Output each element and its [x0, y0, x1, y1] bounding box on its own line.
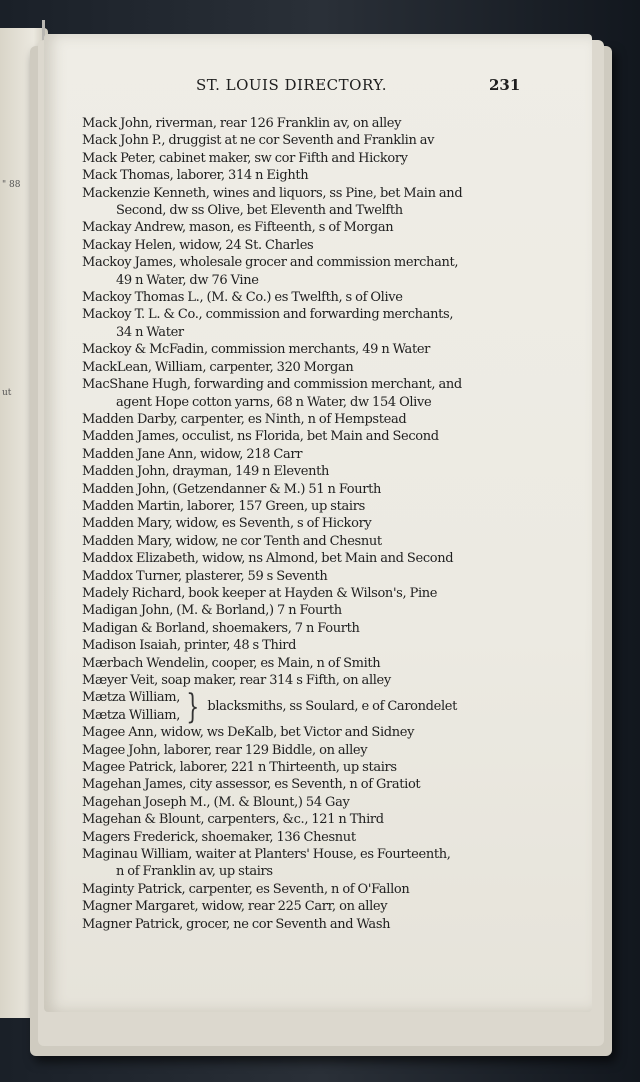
directory-entry — [82, 602, 522, 619]
directory-entry — [82, 498, 522, 515]
entry-line: Mackenzie Kenneth, wines and liquors, ss Pine, bet Main and — [82, 185, 463, 201]
entry-line: Mackoy & McFadin, commission merchants, 49 n Water — [82, 342, 431, 358]
directory-entry — [82, 742, 522, 759]
directory-entry — [82, 289, 522, 306]
entry-continuation: 49 n Water, dw 76 Vine — [116, 272, 259, 288]
directory-entry — [82, 150, 522, 167]
directory-entry — [82, 463, 522, 480]
entry-line: Madigan & Borland, shoemakers, 7 n Fourth — [82, 620, 360, 636]
entry-line: Magehan & Blount, carpenters, &c., 121 n Third — [82, 812, 384, 828]
entry-line: Maddox Turner, plasterer, 59 s Seventh — [82, 568, 328, 584]
directory-entry — [82, 185, 522, 220]
entry-line: Madison Isaiah, printer, 48 s Third — [82, 638, 297, 654]
directory-entry — [82, 550, 522, 567]
entry-line: Magner Margaret, widow, rear 225 Carr, on alley — [82, 899, 388, 915]
directory-entry — [82, 533, 522, 550]
directory-entry — [82, 515, 522, 532]
entry-line: Magehan Joseph M., (M. & Blount,) 54 Gay — [82, 794, 350, 810]
entry-line: MacShane Hugh, forwarding and commission merchant, and — [82, 377, 462, 393]
entry-line: Mæyer Veit, soap maker, rear 314 s Fifth, on alley — [82, 673, 391, 688]
entry-line: Mack John P., druggist at ne cor Seventh and Franklin av — [82, 133, 435, 149]
directory-entry — [82, 759, 522, 776]
directory-entry — [82, 132, 522, 149]
entry-line: Magee John, laborer, rear 129 Biddle, on alley — [82, 742, 368, 758]
entry-line: Madden Darby, carpenter, es Ninth, n of Hempstead — [82, 411, 407, 427]
entry-line: Maddox Elizabeth, widow, ns Almond, bet Main and Second — [82, 551, 454, 567]
entry-line: Madden John, drayman, 149 n Eleventh — [82, 464, 329, 480]
directory-entry — [82, 254, 522, 289]
directory-entry — [82, 881, 522, 898]
entry-line: Mærbach Wendelin, cooper, es Main, n of Smith — [82, 655, 381, 671]
directory-entry — [82, 219, 522, 236]
directory-entry — [82, 672, 522, 689]
directory-entry — [82, 237, 522, 254]
entry-line: Magner Patrick, grocer, ne cor Seventh and Wash — [82, 916, 391, 932]
directory-entries — [82, 115, 522, 933]
directory-entry — [82, 306, 522, 341]
directory-entry — [82, 115, 522, 132]
entry-line: Magee Patrick, laborer, 221 n Thirteenth, up stairs — [82, 760, 397, 776]
entry-line: Maginty Patrick, carpenter, es Seventh, n of O'Fallon — [82, 881, 410, 897]
directory-entry — [82, 359, 522, 376]
brace-glyph: } — [186, 686, 200, 727]
grouped-entry-name: Mætza William, — [82, 707, 181, 723]
directory-entry — [82, 341, 522, 358]
entry-line: Mackoy James, wholesale grocer and commission merchant, — [82, 255, 459, 271]
entry-line: Mack John, riverman, rear 126 Franklin av, on alley — [82, 116, 402, 131]
entry-continuation: n of Franklin av, up stairs — [116, 864, 273, 880]
directory-entry — [82, 167, 522, 184]
page-title: ST. LOUIS DIRECTORY. — [196, 76, 388, 94]
directory-entry — [82, 428, 522, 445]
margin-mark: " 88 — [2, 180, 21, 190]
entry-line: Mack Thomas, laborer, 314 n Eighth — [82, 168, 309, 184]
entry-line: Madden Mary, widow, es Seventh, s of Hickory — [82, 516, 372, 532]
directory-entry — [82, 916, 522, 933]
directory-entry — [82, 829, 522, 846]
entry-line: Madden Martin, laborer, 157 Green, up stairs — [82, 498, 365, 514]
grouped-entry-detail: blacksmiths, ss Soulard, e of Carondelet — [207, 699, 458, 715]
directory-entry — [82, 655, 522, 672]
directory-entry — [82, 898, 522, 915]
entry-line: Madden James, occulist, ns Florida, bet Main and Second — [82, 429, 439, 445]
directory-entry — [82, 794, 522, 811]
directory-entry — [82, 724, 522, 741]
entry-line: Mackay Andrew, mason, es Fifteenth, s of Morgan — [82, 220, 394, 236]
directory-entry — [82, 811, 522, 828]
entry-line: Madden John, (Getzendanner & M.) 51 n Fourth — [82, 481, 382, 497]
margin-mark: ut — [2, 388, 12, 398]
directory-entry — [82, 568, 522, 585]
entry-line: Mackoy T. L. & Co., commission and forwarding merchants, — [82, 307, 454, 323]
entry-line: Mackay Helen, widow, 24 St. Charles — [82, 237, 314, 253]
entry-line: Madely Richard, book keeper at Hayden & Wilson's, Pine — [82, 585, 438, 601]
directory-entry — [82, 446, 522, 463]
entry-line: Maginau William, waiter at Planters' House, es Fourteenth, — [82, 847, 451, 863]
grouped-entry — [82, 686, 522, 727]
directory-entry — [82, 481, 522, 498]
entry-line: MackLean, William, carpenter, 320 Morgan — [82, 359, 354, 375]
entry-continuation: 34 n Water — [116, 324, 184, 340]
entry-continuation: agent Hope cotton yarns, 68 n Water, dw 154 Olive — [116, 394, 432, 410]
entry-line: Madigan John, (M. & Borland,) 7 n Fourth — [82, 603, 342, 619]
directory-entry — [82, 411, 522, 428]
entry-line: Madden Mary, widow, ne cor Tenth and Chesnut — [82, 533, 382, 549]
directory-entry — [82, 585, 522, 602]
page-number: 231 — [489, 76, 521, 94]
entry-line: Magehan James, city assessor, es Seventh, n of Gratiot — [82, 777, 421, 793]
entry-line: Magers Frederick, shoemaker, 136 Chesnut — [82, 829, 356, 845]
entry-line: Madden Jane Ann, widow, 218 Carr — [82, 446, 303, 462]
entry-continuation: Second, dw ss Olive, bet Eleventh and Twelfth — [116, 203, 403, 219]
grouped-entry-name: Mætza William, — [82, 690, 181, 706]
directory-entry — [82, 846, 522, 881]
directory-entry — [82, 376, 522, 411]
directory-entry — [82, 620, 522, 637]
entry-line: Magee Ann, widow, ws DeKalb, bet Victor and Sidney — [82, 725, 415, 741]
directory-entry — [82, 637, 522, 654]
page-header — [0, 76, 640, 98]
entry-line: Mackoy Thomas L., (M. & Co.) es Twelfth, s of Olive — [82, 290, 403, 306]
entry-line: Mack Peter, cabinet maker, sw cor Fifth and Hickory — [82, 150, 408, 166]
directory-entry — [82, 776, 522, 793]
